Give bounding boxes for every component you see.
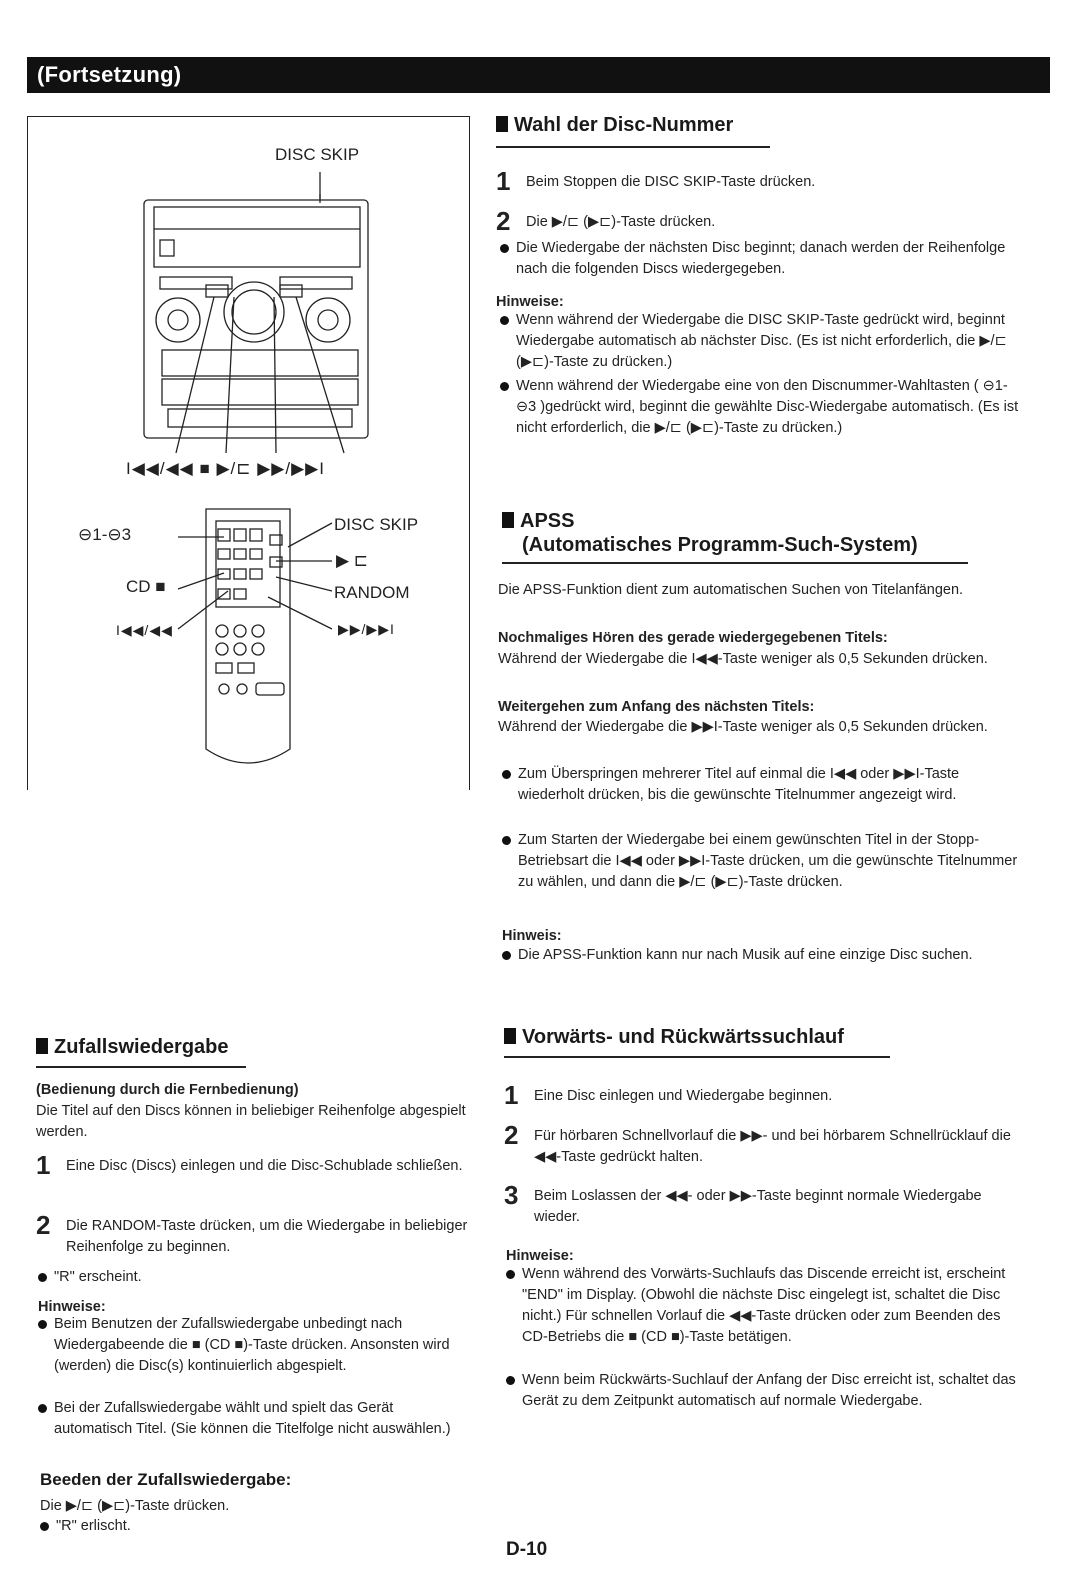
disc-skip-label-top: DISC SKIP [275,145,360,164]
random-end-text: Die ▶/⊏ (▶⊏)-Taste drücken. [40,1498,230,1514]
rewind-skip-label: I◀◀/◀◀ [116,622,173,638]
device-illustration [27,116,470,790]
apss-bullet-1: Zum Überspringen mehrerer Titel auf einmal die I◀◀ oder ▶▶I-Taste wiederholt drücken, bis die gewünschte Titelnummer angezeigt wird. [502,764,1022,806]
stereo-and-remote-drawing [28,117,471,791]
apss-subtitle: (Automatisches Programm-Such-System) [522,534,918,556]
disc-buttons-label: ⊖1-⊖3 [78,525,132,544]
random-intro: Die Titel auf den Discs können in beliebiger Reihenfolge abgespielt werden. [36,1103,466,1140]
random-note-1: Beim Benutzen der Zufallswiedergabe unbedingt nach Wiedergabeende die ■ (CD ■)-Taste drücken. Ansonsten wird (werden) die Disc(s) kontinuierlich abgespielt. [38,1314,474,1377]
random-r-off: "R" erlischt. [40,1516,476,1537]
search-note-1: Wenn während des Vorwärts-Suchlaufs das Discende erreicht ist, erscheint "END" im Display. (Obwohl die nächste Disc eingelegt ist, schaltet die Disc nicht.) Für schnellen Vorlauf die ◀◀-Taste drücken oder zum Beenden des CD-Betriebs die ■ (CD ■)-Taste betätigen. [506,1264,1024,1348]
search-step-3: 3 Beim Loslassen der ◀◀- oder ▶▶-Taste beginnt normale Wiedergabe wieder. [504,1180,982,1225]
page-number: D-10 [506,1539,548,1560]
section-title-random: Zufallswiedergabe [36,1036,229,1059]
section-rule [504,1056,890,1058]
apss-intro: Die APSS-Funktion dient zum automatischen Suchen von Titelanfängen. [498,582,964,598]
section-rule [496,146,770,148]
random-r-appears: "R" erscheint. [38,1267,474,1288]
apss-note-heading: Hinweis: [502,928,562,944]
random-end-heading: Beeden der Zufallswiedergabe: [40,1470,292,1489]
disc-skip-label-remote: DISC SKIP [334,515,419,534]
search-step-1: 1 Eine Disc einlegen und Wiedergabe beginnen. [504,1080,833,1110]
disc-note-2: Wenn während der Wiedergabe eine von den Discnummer-Wahltasten ( ⊖1- ⊖3 )gedrückt wird, beginnt die gewählte Disc-Wiedergabe automatisch. (Es ist nicht erforderlich, die ▶/⊏ (▶⊏)-Taste zu drücken.) [500,376,1022,439]
section-rule [502,562,968,564]
disc-note-1: Wenn während der Wiedergabe die DISC SKIP-Taste gedrückt wird, beginnt Wiedergabe automatisch ab nächster Disc. (Es ist nicht erforderlich, die ▶/⊏ (▶⊏)-Taste zu drücken.) [500,310,1022,373]
apss-heading-repeat: Nochmaliges Hören des gerade wiedergegebenen Titels: [498,630,888,646]
forward-skip-label: ▶▶/▶▶I [338,621,395,637]
apss-text-repeat: Während der Wiedergabe die I◀◀-Taste weniger als 0,5 Sekunden drücken. [498,651,988,667]
search-notes-heading: Hinweise: [506,1248,574,1264]
apss-text-next: Während der Wiedergabe die ▶▶I-Taste weniger als 0,5 Sekunden drücken. [498,719,988,735]
apss-heading-next: Weitergehen zum Anfang des nächsten Titels: [498,699,815,715]
header-title: (Fortsetzung) [37,62,182,87]
random-notes-heading: Hinweise: [38,1299,106,1315]
disc-notes-heading: Hinweise: [496,294,564,310]
disc-step-1: 1 Beim Stoppen die DISC SKIP-Taste drücken. [496,166,816,196]
section-title-search: Vorwärts- und Rückwärtssuchlauf [504,1026,844,1049]
disc-bullet: Die Wiedergabe der nächsten Disc beginnt; danach werden der Reihenfolge nach die folgenden Discs wiedergegeben. [500,238,1022,280]
search-step-2: 2 Für hörbaren Schnellvorlauf die ▶▶- und bei hörbarem Schnellrücklauf die ◀◀-Taste gedrückt halten. [504,1120,1011,1165]
random-remote-note: (Bedienung durch die Fernbedienung) [36,1082,299,1098]
section-title-disc-selection: Wahl der Disc-Nummer [496,114,733,137]
disc-step-2: 2 Die ▶/⊏ (▶⊏)-Taste drücken. [496,206,716,236]
random-label: RANDOM [334,583,410,602]
cd-stop-label: CD ■ [126,577,166,596]
unit-button-symbols: I◀◀/◀◀ ■ ▶/⊏ ▶▶/▶▶I [126,459,325,478]
random-step-2: 2 Die RANDOM-Taste drücken, um die Wiedergabe in beliebiger Reihenfolge zu beginnen. [36,1210,468,1255]
apss-bullet-2: Zum Starten der Wiedergabe bei einem gewünschten Titel in der Stopp-Betriebsart die I◀◀ oder ▶▶I-Taste drücken, um die gewünschte Titelnummer zu wählen, und dann die ▶/⊏ (▶⊏)-Taste drücken. [502,830,1022,893]
section-title-apss: APSS [502,510,574,533]
random-step-1: 1 Eine Disc (Discs) einlegen und die Disc-Schublade schließen. [36,1150,463,1180]
section-rule [36,1066,246,1068]
random-note-2: Bei der Zufallswiedergabe wählt und spielt das Gerät automatisch Titel. (Sie können die Titelfolge nicht auswählen.) [38,1398,474,1440]
apss-note: Die APSS-Funktion kann nur nach Musik auf eine einzige Disc suchen. [502,945,1022,966]
search-note-2: Wenn beim Rückwärts-Suchlauf der Anfang der Disc erreicht ist, schaltet das Gerät zu dem Zeitpunkt automatisch auf normale Wiedergabe. [506,1370,1024,1412]
play-label-remote: ▶ ⊏ [336,551,369,570]
section-header-bar [27,57,1050,93]
